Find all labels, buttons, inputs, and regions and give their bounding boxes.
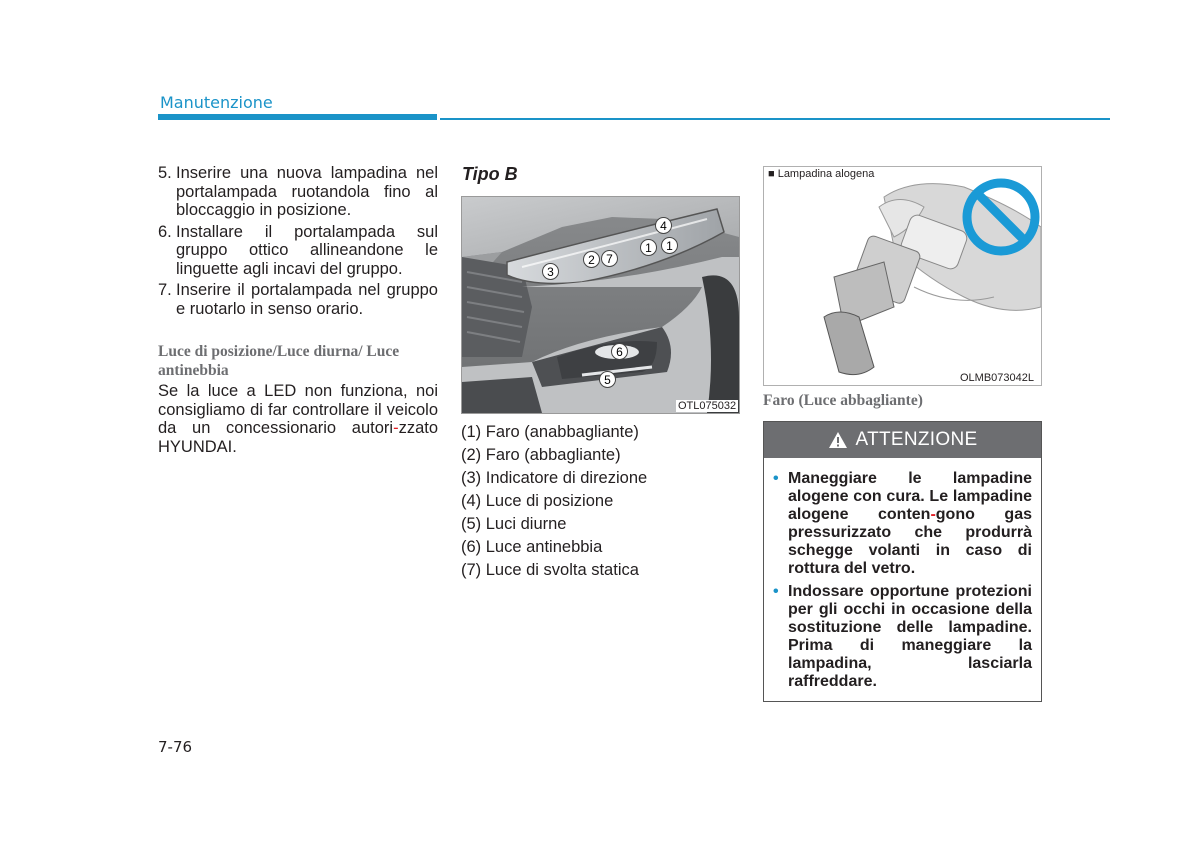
page-number: 7-76 — [158, 738, 193, 756]
hyphen-mark: - — [393, 419, 399, 437]
callout-4: 4 — [655, 217, 672, 234]
callout-3: 3 — [542, 263, 559, 280]
step-text: Inserire il portalampada nel gruppo e ruotarlo in senso orario. — [176, 281, 438, 318]
step-text: Installare il portalampada sul gruppo ottico allineandone le linguette agli incavi del gruppo. — [176, 222, 438, 278]
bulb-hand-illustration — [764, 167, 1041, 385]
legend-item: (2) Faro (abbagliante) — [461, 446, 621, 464]
callout-7: 7 — [601, 250, 618, 267]
step-item — [158, 223, 438, 279]
callout-1: 1 — [661, 237, 678, 254]
halogen-bulb-image — [763, 166, 1042, 386]
figure-title: Faro (Luce abbagliante) — [763, 392, 923, 409]
car-front-image — [461, 196, 740, 414]
header-rule-thick — [158, 114, 437, 120]
warning-text-part: gono gas pressurizzato che produrrà schegge volanti in caso di rottura del vetro. — [788, 506, 1032, 577]
warning-item — [773, 583, 1032, 691]
step-text: Inserire una nuova lampadina nel portalampada ruotandola fino al bloccaggio in posizione. — [176, 164, 438, 219]
warning-triangle-icon — [828, 431, 848, 449]
led-paragraph — [158, 382, 438, 456]
paragraph-text: zzato HYUNDAI. — [158, 419, 438, 456]
warning-title: ATTENZIONE — [855, 429, 978, 450]
callout-5: 5 — [599, 371, 616, 388]
legend-item: (7) Luce di svolta statica — [461, 561, 639, 579]
step-number: 6. — [158, 222, 172, 241]
paragraph-text: Se la luce a LED non funziona, noi consigliamo di far controllare il veicolo da un concessionario autori — [158, 382, 438, 437]
warning-body — [764, 458, 1041, 691]
warning-text — [788, 583, 1032, 691]
legend-item: (5) Luci diurne — [461, 515, 567, 533]
step-item — [158, 281, 438, 318]
callout-6: 6 — [611, 343, 628, 360]
figure-code: OTL075032 — [678, 400, 737, 412]
header-rule-thin — [440, 118, 1110, 120]
warning-text — [788, 470, 1032, 578]
legend-item: (1) Faro (anabbagliante) — [461, 423, 639, 441]
figure-label: ■ Lampadina alogena — [768, 168, 875, 180]
warning-box — [763, 421, 1042, 702]
legend-item: (3) Indicatore di direzione — [461, 469, 648, 487]
warning-text-part: Maneggiare le lampadine alogene con cura. Le lampadine alogene conten — [788, 470, 1032, 523]
step-number: 5. — [158, 164, 172, 182]
figure-code: OLMB073042L — [960, 372, 1034, 384]
warning-text-part: Indossare opportune protezioni per gli occhi in occasione della sostituzione delle lampadine. Prima di maneggiare la lampadina, lasciarla raffreddare. — [788, 583, 1032, 690]
callout-2: 2 — [583, 251, 600, 268]
figure-legend — [461, 421, 647, 582]
type-label: Tipo B — [462, 164, 518, 184]
bullet-icon: • — [773, 470, 779, 487]
warning-header — [764, 422, 1041, 458]
hyphen-mark: - — [930, 506, 936, 523]
subheading: Luce di posizione/Luce diurna/ Luce antinebbia — [158, 343, 400, 379]
legend-item: (4) Luce di posizione — [461, 492, 614, 510]
bullet-icon: • — [773, 583, 779, 600]
left-column — [158, 164, 438, 456]
step-number: 7. — [158, 281, 172, 299]
section-title: Manutenzione — [160, 93, 273, 112]
legend-item: (6) Luce antinebbia — [461, 538, 603, 556]
callout-1: 1 — [640, 239, 657, 256]
step-item — [158, 164, 438, 220]
warning-item — [773, 470, 1032, 578]
